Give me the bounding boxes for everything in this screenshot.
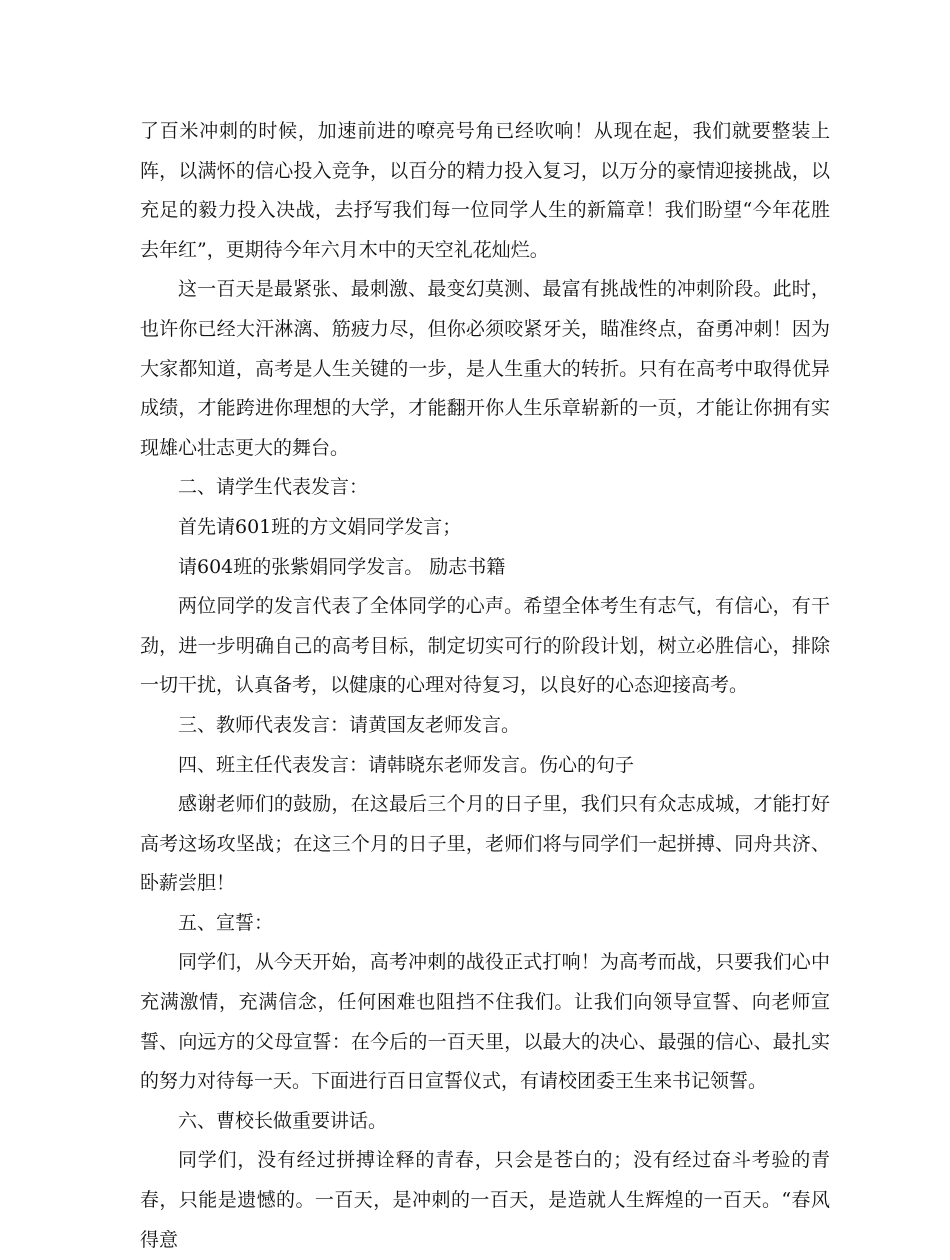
section-heading-oath: 五、宣誓：: [178, 911, 274, 934]
section-heading-head-teacher-speech: 四、班主任代表发言：请韩晓东老师发言。伤心的句子: [178, 753, 635, 776]
paragraph-thanks-teachers: 感谢老师们的鼓励，在这最后三个月的日子里，我们只有众志成城，才能打好高考这场攻坚战；在这三个月的日子里，老师们将与同学们一起拼搏、同舟共济、卧薪尝胆！: [140, 793, 830, 895]
section-heading-teacher-speech: 三、教师代表发言：请黄国友老师发言。: [178, 713, 521, 736]
paragraph-second-speaker: 请604班的张紫娟同学发言。 励志书籍: [178, 555, 506, 578]
section-heading-student-speech: 二、请学生代表发言：: [178, 476, 369, 499]
paragraph-continuation: 了百米冲刺的时候，加速前进的嘹亮号角已经吹响！从现在起，我们就要整装上阵，以满怀的信心投入竞争，以百分的精力投入复习，以万分的豪情迎接挑战，以充足的毅力投入决战，去抒写我们每一位同学人生的新篇章！我们盼望“今年花胜去年红”，更期待今年六月木中的天空礼花灿烂。: [140, 120, 830, 261]
paragraph-final-hundred-days: 这一百天是最紧张、最刺激、最变幻莫测、最富有挑战性的冲刺阶段。此时，也许你已经大汗淋漓、筋疲力尽，但你必须咬紧牙关，瞄准终点，奋勇冲刺！因为大家都知道，高考是人生关键的一步，是人生重大的转折。只有在高考中取得优异成绩，才能跨进你理想的大学，才能翻开你人生乐章崭新的一页，才能让你拥有实现雄心壮志更大的舞台。: [140, 278, 830, 459]
document-page: [140, 112, 830, 1260]
section-heading-principal-speech: 六、曹校长做重要讲话。: [178, 1109, 388, 1132]
paragraph-student-speech-summary: 两位同学的发言代表了全体同学的心声。希望全体考生有志气，有信心，有干劲，进一步明确自己的高考目标，制定切实可行的阶段计划，树立必胜信心，排除一切干扰，认真备考，以健康的心理对待复习，以良好的心态迎接高考。: [140, 595, 830, 697]
paragraph-oath: 同学们，从今天开始，高考冲刺的战役正式打响！为高考而战，只要我们心中充满激情，充满信念，任何困难也阻挡不住我们。让我们向领导宣誓、向老师宣誓、向远方的父母宣誓：在今后的一百天里，以最大的决心、最强的信心、最扎实的努力对待每一天。下面进行百日宣誓仪式，有请校团委王生来书记领誓。: [140, 951, 830, 1093]
paragraph-first-speaker: 首先请601班的方文娟同学发言；: [178, 515, 462, 538]
paragraph-principal-speech: 同学们，没有经过拼搏诠释的青春，只会是苍白的；没有经过奋斗考验的青春，只能是遗憾的。一百天，是冲刺的一百天，是造就人生辉煌的一百天。“春风得意: [140, 1149, 830, 1251]
